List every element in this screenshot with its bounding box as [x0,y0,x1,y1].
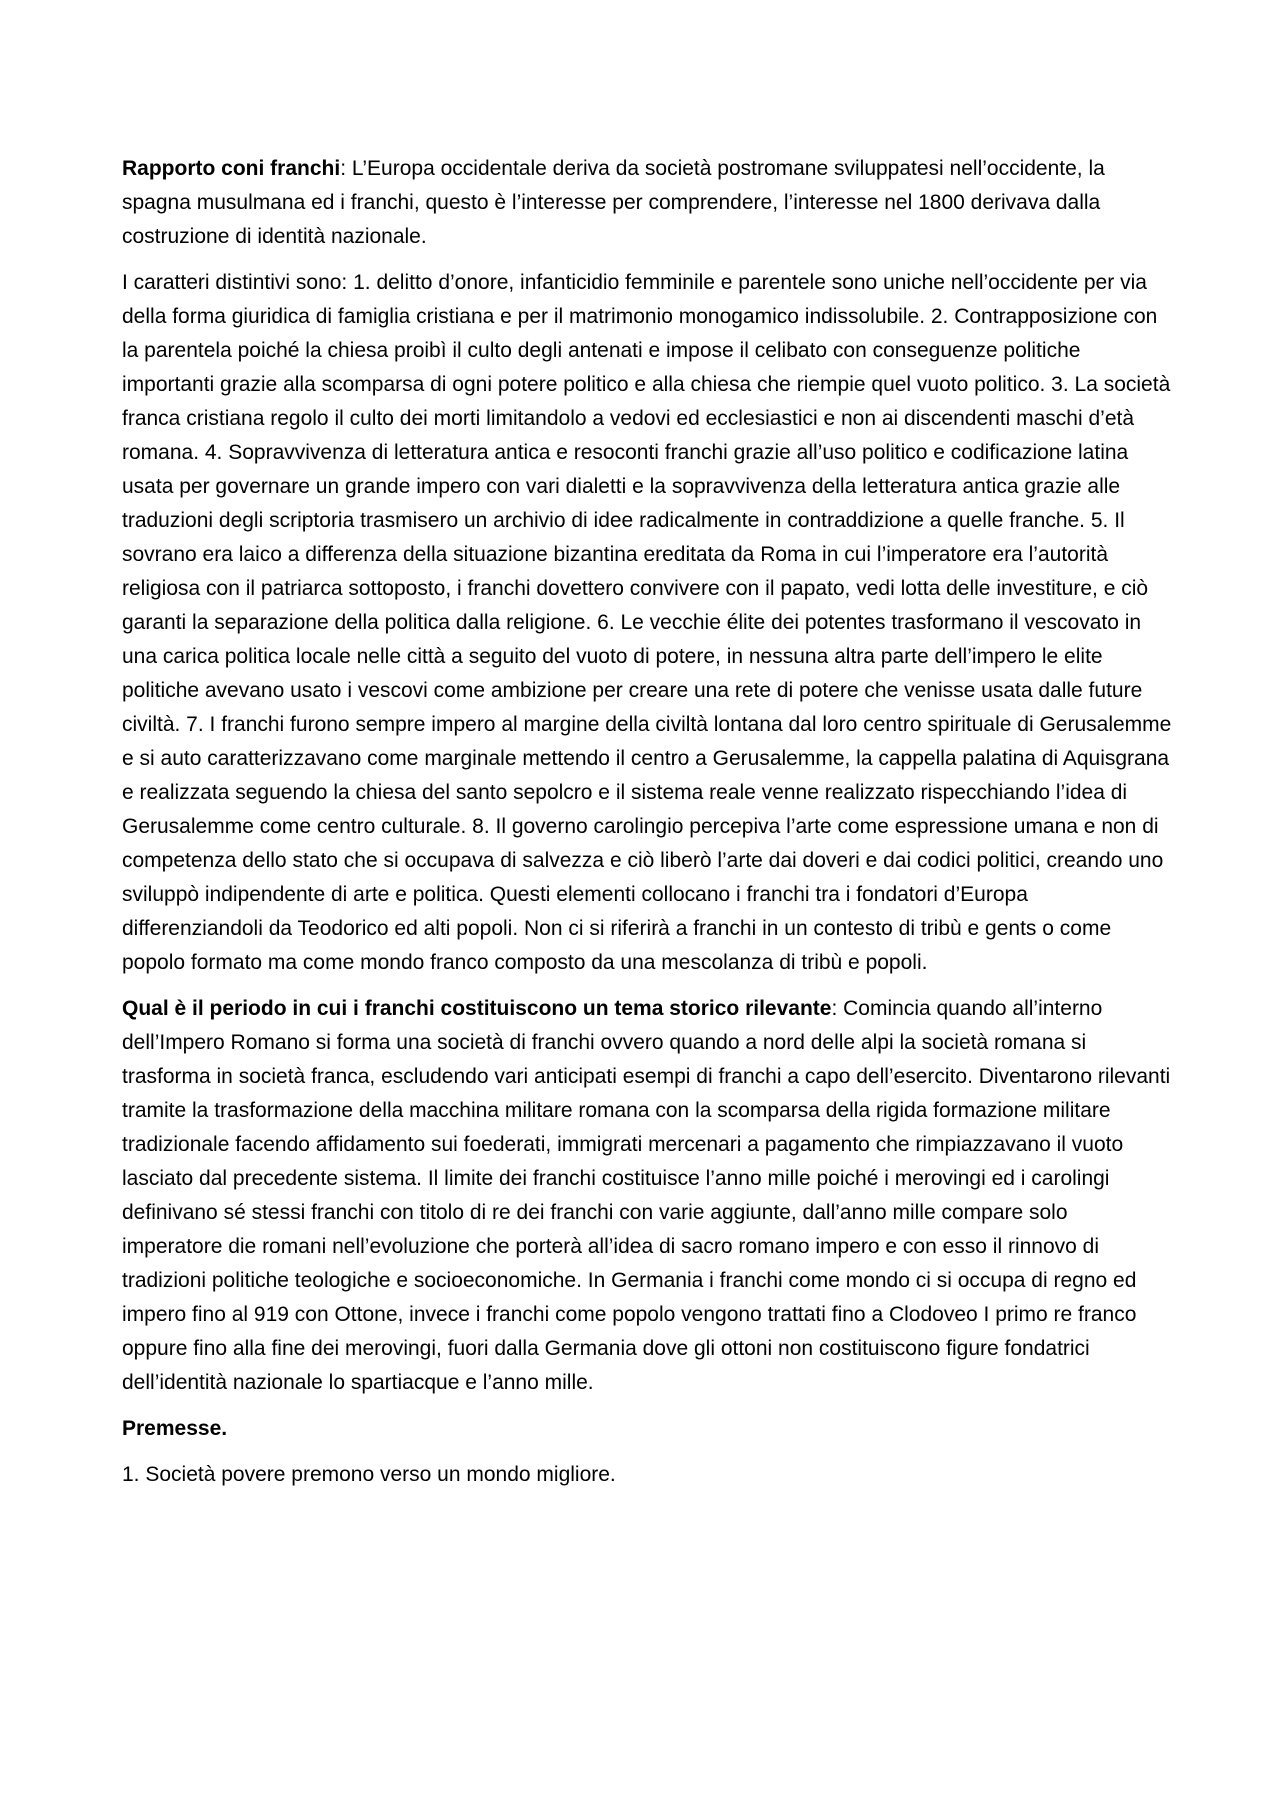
paragraph-heading: Rapporto coni franchi [122,157,341,180]
document-body [122,152,1172,1504]
list-item: 1. Società povere premono verso un mondo migliore. [122,1463,616,1486]
paragraph-text: : Comincia quando all’interno dell’Impero Romano si forma una società di franchi ovvero quando a nord delle alpi la società romana si trasforma in società franca, escludendo vari anticipati esempi di franchi a capo dell’esercito. Diventarono rilevanti tramite la trasformazione della macchina militare romana con la scomparsa della rigida formazione militare tradizionale facendo affidamento sui foederati, immigrati mercenari a pagamento che rimpiazzavano il vuoto lasciato dal precedente sistema. Il limite dei franchi costituisce l’anno mille poiché i merovingi ed i carolingi definivano sé stessi franchi con titolo di re dei franchi con varie aggiunte, dall’anno mille compare solo imperatore die romani nell’evoluzione che porterà all’idea di sacro romano impero e con esso il rinnovo di tradizioni politiche teologiche e socioeconomiche. In Germania i franchi come mondo ci si occupa di regno ed impero fino al 919 con Ottone, invece i franchi come popolo vengono trattati fino a Clodoveo I primo re franco oppure fino alla fine dei merovingi, fuori dalla Germania dove gli ottoni non costituiscono figure fondatrici dell’identità nazionale lo spartiacque e l’anno mille. [122,997,1171,1394]
paragraph-text: I caratteri distintivi sono: 1. delitto d’onore, infanticidio femminile e parentele sono uniche nell’occidente per via della forma giuridica di famiglia cristiana e per il matrimonio monogamico indissolubile. 2. Contrapposizione con la parentela poiché la chiesa proibì il culto degli antenati e impose il celibato con conseguenze politiche importanti grazie alla scomparsa di ogni potere politico e alla chiesa che riempie quel vuoto politico. 3. La società franca cristiana regolo il culto dei morti limitandolo a vedovi ed ecclesiastici e non ai discendenti maschi d’età romana. 4. Sopravvivenza di letteratura antica e resoconti franchi grazie all’uso politico e codificazione latina usata per governare un grande impero con vari dialetti e la sopravvivenza della letteratura antica grazie alle traduzioni degli scriptoria trasmisero un archivio di idee radicalmente in contraddizione a quelle franche. 5. Il sovrano era laico a differenza della situazione bizantina ereditata da Roma in cui l’imperatore era l’autorità religiosa con il patriarca sottoposto, i franchi dovettero convivere con il papato, vedi lotta delle investiture, e ciò garanti la separazione della politica dalla religione. 6. Le vecchie élite dei potentes trasformano il vescovato in una carica politica locale nelle città a seguito del vuoto di potere, in nessuna altra parte dell’impero le elite politiche avevano usato i vescovi come ambizione per creare una rete di potere che venisse usata dalle future civiltà. 7. I franchi furono sempre impero al margine della civiltà lontana dal loro centro spirituale di Gerusalemme e si auto caratterizzavano come marginale mettendo il centro a Gerusalemme, la cappella palatina di Aquisgrana e realizzata seguendo la chiesa del santo sepolcro e il sistema reale venne realizzato rispecchiando l’idea di Gerusalemme come centro culturale. 8. Il governo carolingio percepiva l’arte come espressione umana e non di competenza dello stato che si occupava di salvezza e ciò liberò l’arte dai doveri e dai codici politici, creando uno sviluppò indipendente di arte e politica. Questi elementi collocano i franchi tra i fondatori d’Europa differenziandoli da Teodorico ed alti popoli. Non ci si riferirà a franchi in un contesto di tribù e gents o come popolo formato ma come mondo franco composto da una mescolanza di tribù e popoli. [122,271,1172,974]
paragraph-premesse-heading [122,1412,1172,1446]
paragraph-caratteri-distintivi [122,266,1172,980]
paragraph-periodo-franchi [122,992,1172,1400]
paragraph-text: : L’Europa occidentale deriva da società postromane sviluppatesi nell’occidente, la spagna musulmana ed i franchi, questo è l’interesse per comprendere, l’interesse nel 1800 derivava dalla costruzione di identità nazionale. [122,157,1105,248]
paragraph-premessa-1 [122,1458,1172,1492]
paragraph-rapporto-franchi [122,152,1172,254]
paragraph-heading: Qual è il periodo in cui i franchi costituiscono un tema storico rilevante [122,997,832,1020]
section-heading: Premesse. [122,1417,228,1440]
